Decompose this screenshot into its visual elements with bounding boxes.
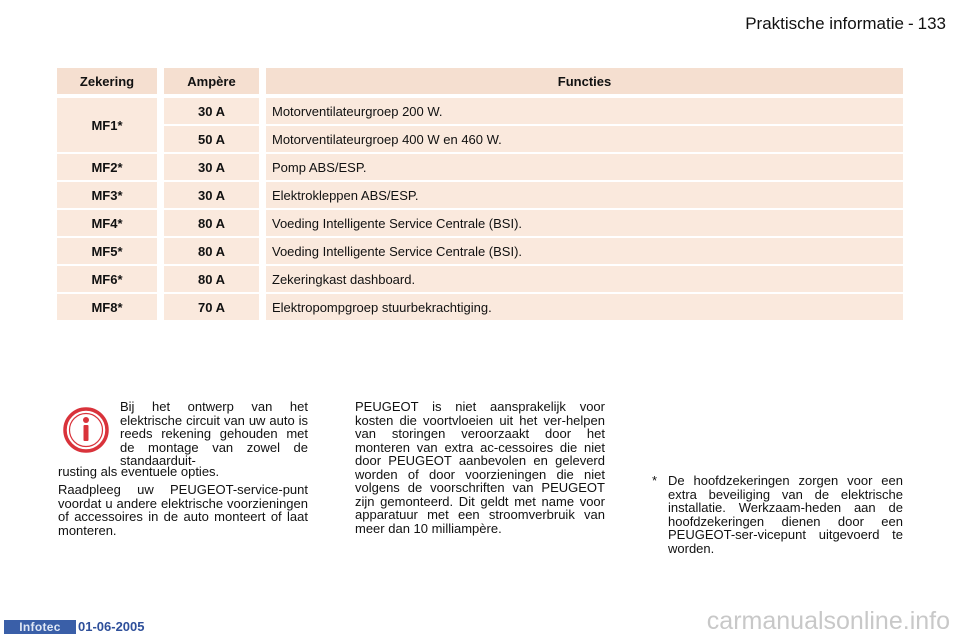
info-icon <box>62 406 110 454</box>
header-ampere: Ampère <box>164 68 266 96</box>
note-design-text: Bij het ontwerp van het elektrische circuit van uw auto is reeds rekening gehouden met de montage van zowel de standaarduit- <box>120 399 308 468</box>
liability-text: PEUGEOT is niet aansprakelijk voor kosten die voortvloeien uit het ver-helpen van storingen veroorzaakt door het monteren van extra ac-cessoires die niet door PEUGEOT aanbevolen en geleverd worden of door voorzieningen die niet volgens de voorschriften van PEUGEOT zijn gemonteerd. Dit geldt met name voor apparatuur met een stroomverbruik van meer dan 10 milliampère. <box>355 399 605 536</box>
footer-date: 01-06-2005 <box>78 619 145 634</box>
table-row <box>57 294 903 322</box>
table-row <box>57 182 903 210</box>
ampere-cell: 70 A <box>164 294 266 322</box>
fuse-cell: MF4* <box>57 210 164 238</box>
ampere-cell: 80 A <box>164 238 266 266</box>
table-row <box>57 266 903 294</box>
fuse-cell: MF8* <box>57 294 164 322</box>
function-cell: Zekeringkast dashboard. <box>266 266 903 294</box>
table-row <box>57 154 903 182</box>
fuse-cell: MF5* <box>57 238 164 266</box>
function-cell: Elektrokleppen ABS/ESP. <box>266 182 903 210</box>
function-cell: Elektropompgroep stuurbekrachtiging. <box>266 294 903 322</box>
fuse-cell: MF1* <box>57 98 164 154</box>
fuse-table <box>57 68 903 322</box>
header-separator: - <box>907 14 914 33</box>
section-title: Praktische informatie <box>745 14 904 33</box>
footnote <box>652 474 903 555</box>
table-header-row <box>57 68 903 96</box>
table-row <box>57 126 903 154</box>
table-row <box>57 98 903 126</box>
function-cell: Voeding Intelligente Service Centrale (BSI). <box>266 238 903 266</box>
footnote-marker: * <box>652 473 658 488</box>
function-cell: Voeding Intelligente Service Centrale (BSI). <box>266 210 903 238</box>
function-cell: Motorventilateurgroep 200 W. <box>266 98 903 126</box>
note-consult-text: Raadpleeg uw PEUGEOT-service-punt voordat u andere elektrische voorzieningen of accessoires in de auto monteert of laat monteren. <box>58 482 308 538</box>
header-functions: Functies <box>266 68 903 96</box>
ampere-cell: 80 A <box>164 266 266 294</box>
page-number: 133 <box>917 14 946 33</box>
header-fuse: Zekering <box>57 68 164 96</box>
ampere-cell: 30 A <box>164 98 266 126</box>
ampere-cell: 30 A <box>164 154 266 182</box>
ampere-cell: 50 A <box>164 126 266 154</box>
ampere-cell: 30 A <box>164 182 266 210</box>
watermark: carmanualsonline.info <box>706 607 950 635</box>
function-cell: Pomp ABS/ESP. <box>266 154 903 182</box>
footnote-text: De hoofdzekeringen zorgen voor een extra beveiliging van de elektrische installatie. Werkzaam-heden aan de hoofdzekeringen dienen door een PEUGEOT-ser-vicepunt uitgevoerd te worden. <box>668 473 903 556</box>
table-row <box>57 238 903 266</box>
page-header <box>745 14 946 34</box>
function-cell: Motorventilateurgroep 400 W en 460 W. <box>266 126 903 154</box>
note-design-text-end: rusting als eventuele opties. <box>58 464 220 479</box>
fuse-cell: MF6* <box>57 266 164 294</box>
infotec-logo: Infotec <box>4 620 76 634</box>
table-row <box>57 210 903 238</box>
fuse-cell: MF3* <box>57 182 164 210</box>
ampere-cell: 80 A <box>164 210 266 238</box>
fuse-cell: MF2* <box>57 154 164 182</box>
